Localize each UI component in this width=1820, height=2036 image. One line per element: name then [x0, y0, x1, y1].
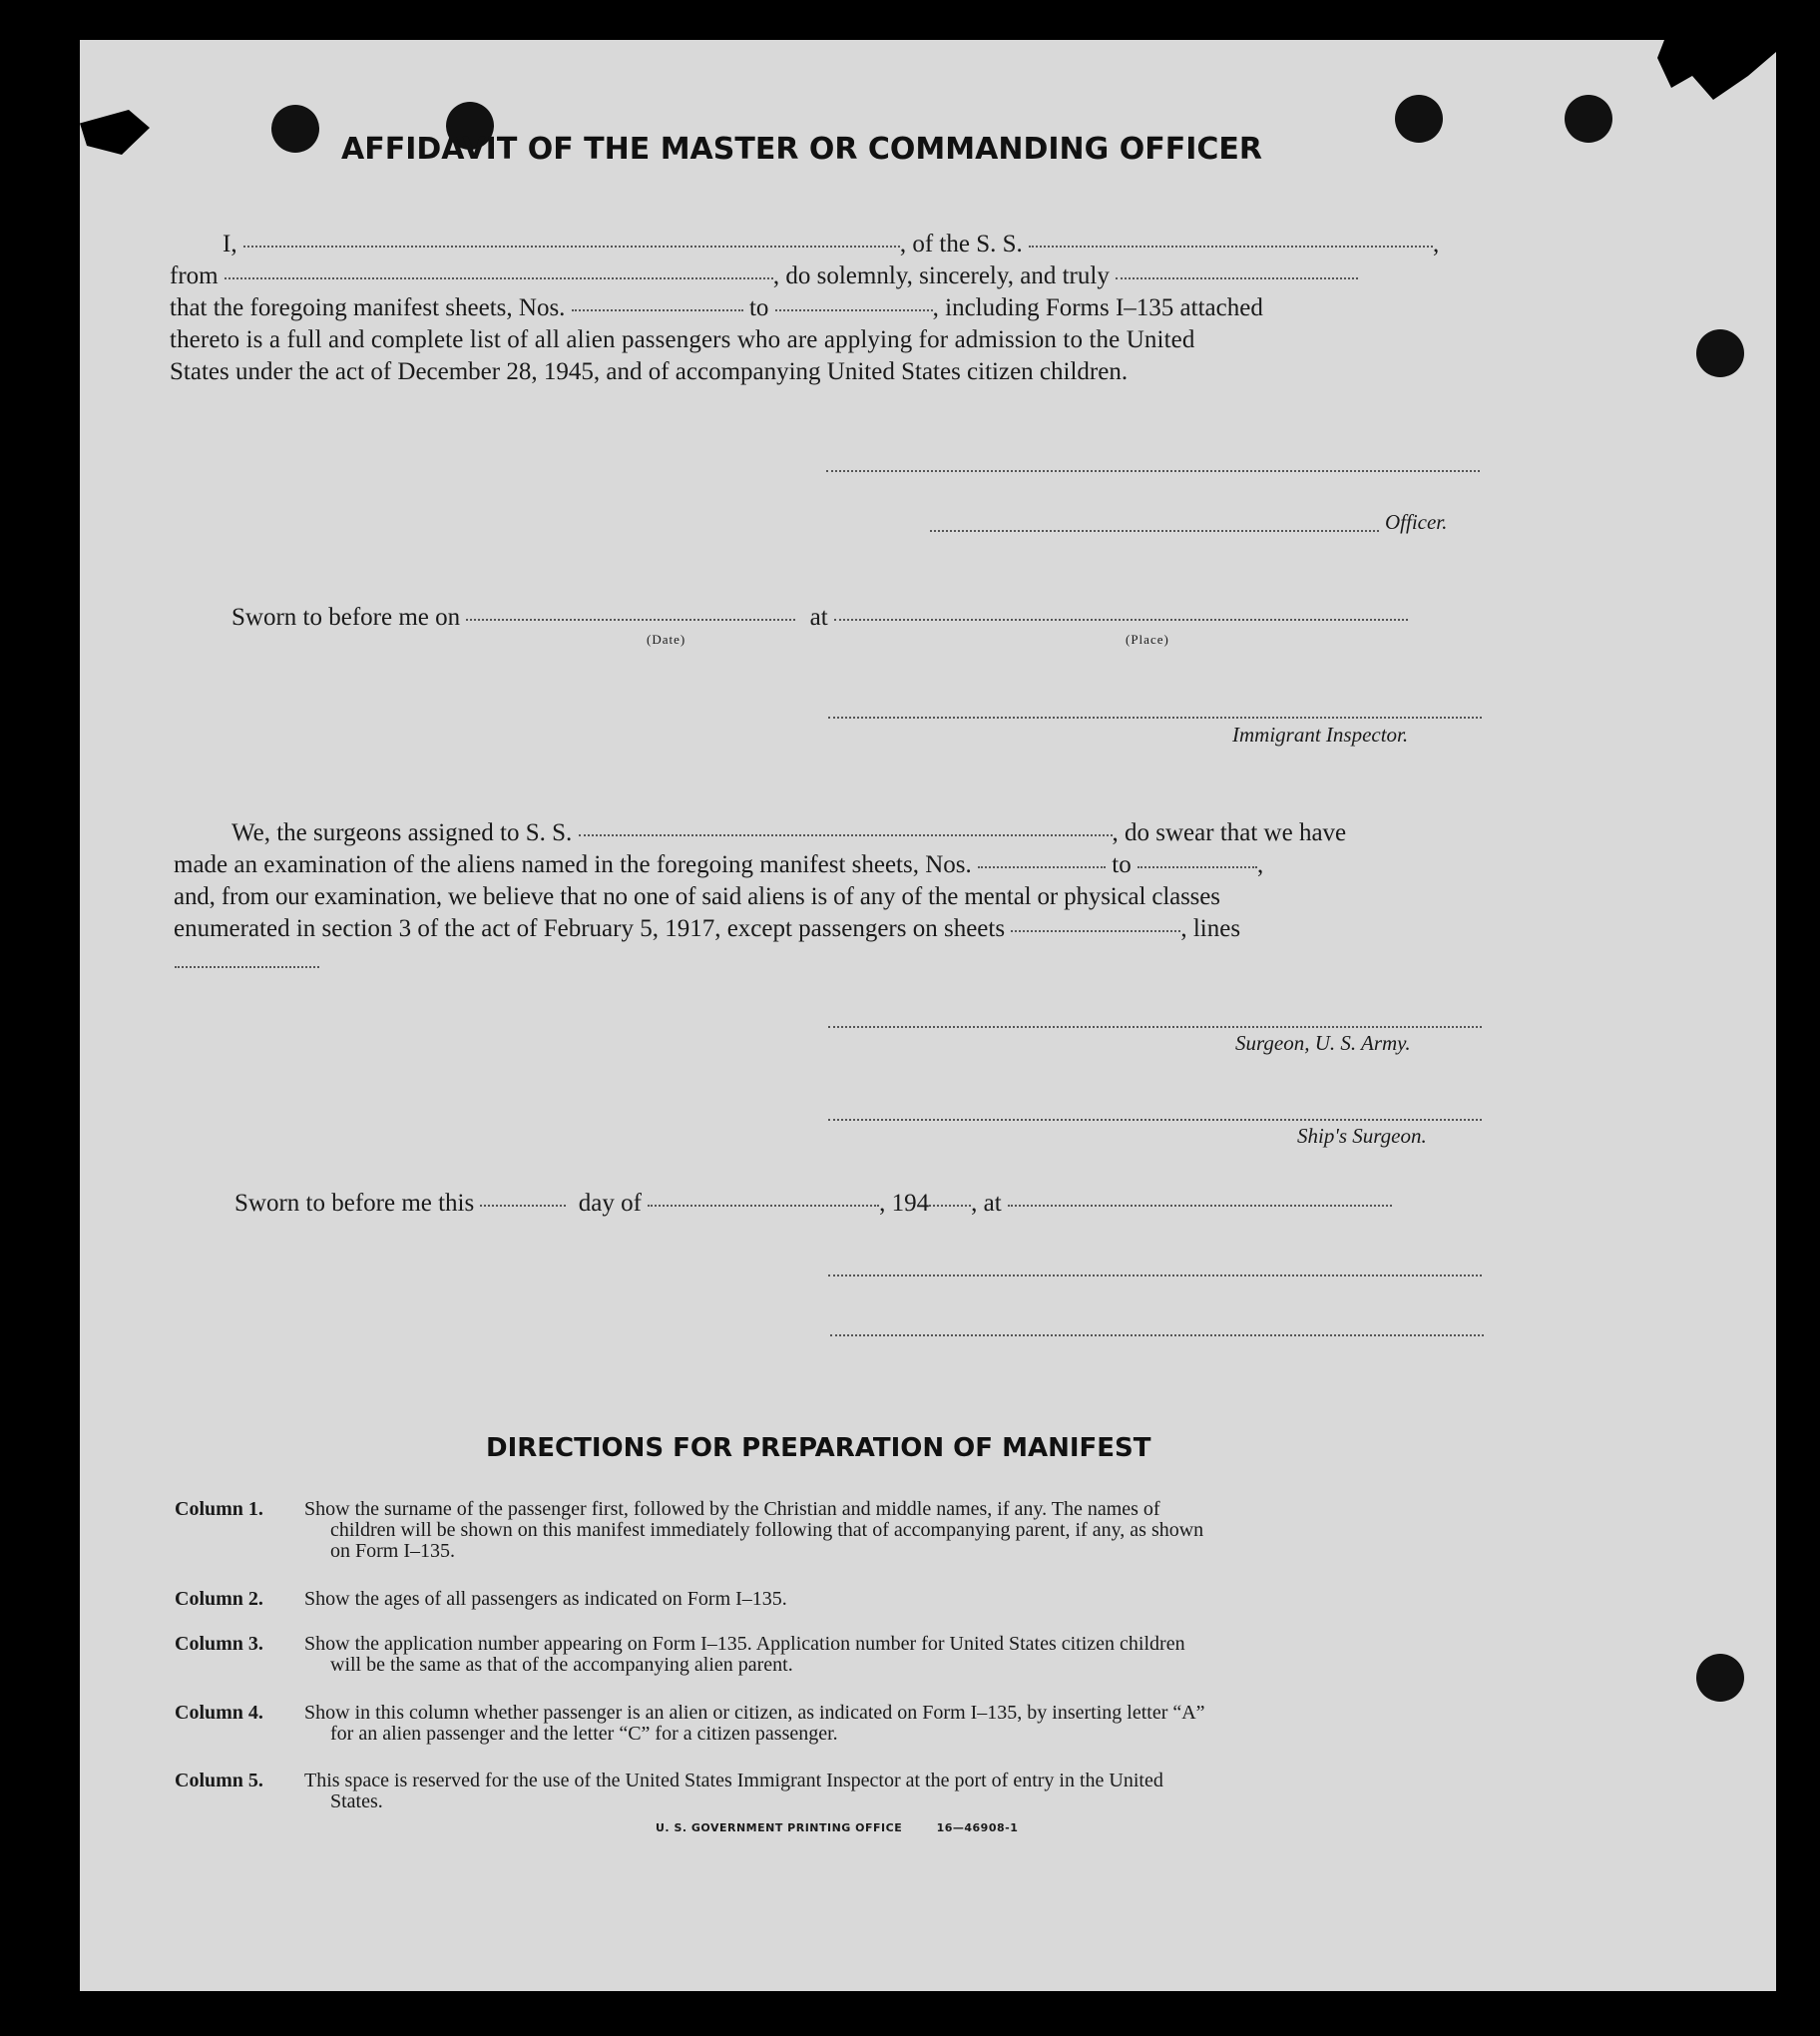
surgeon-sheet-to-field[interactable]: [1138, 865, 1257, 868]
torn-edge: [80, 110, 150, 155]
month-field[interactable]: [648, 1204, 879, 1207]
army-surgeon-label: Surgeon, U. S. Army.: [1235, 1031, 1411, 1055]
army-surgeon-signature-line[interactable]: [828, 1025, 1482, 1028]
surgeon-sheet-from-field[interactable]: [978, 865, 1106, 868]
direction-column-5: Column 5. This space is reserved for the use of the United States Immigrant Inspector at the port of entry in the United States.: [175, 1770, 1163, 1812]
signature-line-extra-1[interactable]: [828, 1273, 1482, 1276]
punch-hole: [1395, 95, 1443, 143]
affidavit-title: AFFIDAVIT OF THE MASTER OR COMMANDING OFFICER: [341, 132, 1262, 167]
surgeons-line-1: We, the surgeons assigned to S. S. , do swear that we have: [231, 819, 1347, 846]
punch-hole: [1696, 1654, 1744, 1702]
date-field[interactable]: [466, 618, 795, 621]
signature-line-extra-2[interactable]: [830, 1333, 1484, 1336]
surgeons-line-2: made an examination of the aliens named in the foregoing manifest sheets, Nos. to ,: [174, 851, 1264, 878]
direction-column-4: Column 4. Show in this column whether passenger is an alien or citizen, as indicated on Form I–135, by inserting letter “A” for an alien passenger and the letter “C” for a citizen passenger.: [175, 1702, 1205, 1745]
solemn-field[interactable]: [1116, 276, 1358, 279]
officer-signature-line[interactable]: [930, 529, 1379, 532]
name-field[interactable]: [243, 245, 900, 248]
sheet-from-field[interactable]: [572, 308, 743, 311]
ship-surgeon-signature-line[interactable]: [828, 1118, 1482, 1121]
punch-hole: [1696, 329, 1744, 377]
place-caption: (Place): [1126, 632, 1169, 647]
inspector-label: Immigrant Inspector.: [1232, 723, 1409, 747]
torn-corner: [1636, 40, 1776, 100]
ship-surgeon-label: Ship's Surgeon.: [1297, 1124, 1427, 1148]
inspector-signature-line[interactable]: [828, 716, 1482, 719]
sworn-line-1: Sworn to before me on at: [231, 602, 1408, 634]
affidavit-line-2: from , do solemnly, sincerely, and truly: [170, 260, 1358, 292]
direction-column-3: Column 3. Show the application number appearing on Form I–135. Application number for United States citizen children will be the same as that of the accompanying alien parent.: [175, 1633, 1185, 1676]
printing-office-footer: U. S. GOVERNMENT PRINTING OFFICE 16—46908-1: [656, 1821, 1019, 1834]
directions-title: DIRECTIONS FOR PREPARATION OF MANIFEST: [486, 1433, 1151, 1463]
year-field[interactable]: [929, 1204, 971, 1207]
surgeon-ship-field[interactable]: [579, 833, 1113, 836]
affidavit-line-1: I, , of the S. S. ,: [223, 231, 1440, 257]
punch-hole: [1565, 95, 1612, 143]
surgeons-line-4: enumerated in section 3 of the act of February 5, 1917, except passengers on sheets , lines: [174, 915, 1241, 942]
day-field[interactable]: [480, 1204, 566, 1207]
sworn-line-2: Sworn to before me this day of , 194 , at: [234, 1188, 1392, 1220]
direction-column-1: Column 1. Show the surname of the passenger first, followed by the Christian and middle names, if any. The names of children will be shown on this manifest immediately following that of accompanying parent, if any, as shown on Form I–135.: [175, 1498, 1204, 1562]
affidavit-line-3: that the foregoing manifest sheets, Nos. to , including Forms I–135 attached: [170, 294, 1263, 321]
except-sheets-field[interactable]: [1011, 929, 1180, 932]
lines-field[interactable]: [175, 965, 319, 968]
surgeons-line-3: and, from our examination, we believe that no one of said aliens is of any of the mental or physical classes: [174, 883, 1220, 910]
affidavit-line-4: thereto is a full and complete list of all alien passengers who are applying for admission to the United: [170, 326, 1195, 353]
sheet-to-field[interactable]: [775, 308, 933, 311]
ship-field[interactable]: [1029, 245, 1433, 248]
date-caption: (Date): [647, 632, 686, 647]
from-field[interactable]: [225, 276, 773, 279]
direction-column-2: Column 2. Show the ages of all passengers as indicated on Form I–135.: [175, 1588, 787, 1610]
form-page: [80, 40, 1776, 1991]
sworn-place-field[interactable]: [1008, 1204, 1392, 1207]
affidavit-line-5: States under the act of December 28, 1945, and of accompanying United States citizen children.: [170, 358, 1129, 385]
punch-hole: [271, 105, 319, 153]
place-field[interactable]: [834, 618, 1408, 621]
officer-label: Officer.: [1385, 510, 1448, 534]
signature-line[interactable]: [826, 469, 1480, 472]
